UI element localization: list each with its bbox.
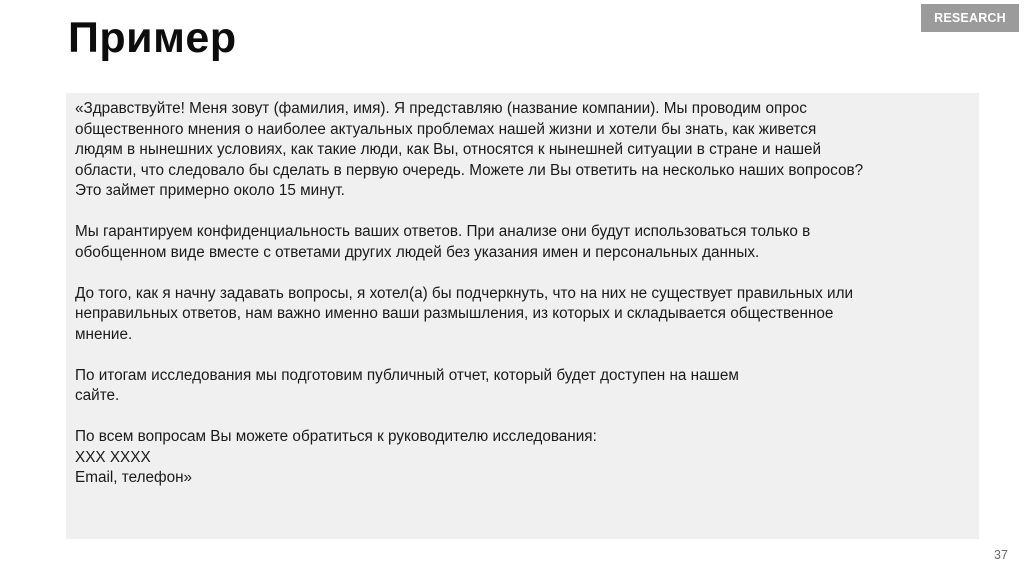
- text-line: сайте.: [75, 387, 120, 404]
- paragraph-greeting: [75, 99, 970, 202]
- text-line: Мы гарантируем конфиденциальность ваших ответов. При анализе они будут использоваться только в: [75, 223, 811, 240]
- contact-name: XXX XXXX: [75, 448, 151, 466]
- paragraph-no-wrong-answers: [75, 284, 970, 346]
- text-line: обобщенном виде вместе с ответами других людей без указания имен и персональных данных.: [75, 243, 760, 261]
- slide-title: Пример: [68, 14, 237, 62]
- paragraph-public-report: [75, 366, 970, 407]
- contact-details: Email, телефон»: [75, 469, 193, 486]
- text-line: «Здравствуйте! Меня зовут (фамилия, имя). Я представляю (название компании). Мы проводим опрос: [75, 100, 807, 117]
- text-line: До того, как я начну задавать вопросы, я хотел(а) бы подчеркнуть, что на них не существует правильных или: [75, 284, 854, 302]
- text-line: По итогам исследования мы подготовим публичный отчет, который будет доступен на нашем: [75, 366, 739, 384]
- text-line: людям в нынешних условиях, как такие люди, как Вы, относятся к нынешней ситуации в стране и нашей: [75, 141, 822, 158]
- text-line: мнение.: [75, 325, 133, 343]
- text-line: Это займет примерно около 15 минут.: [75, 182, 345, 199]
- page-number: 37: [994, 548, 1008, 562]
- text-line: неправильных ответов, нам важно именно ваши размышления, из которых и складывается общественное: [75, 305, 834, 322]
- research-badge: RESEARCH: [921, 4, 1019, 32]
- paragraph-confidentiality: [75, 222, 970, 263]
- script-text-panel: [66, 93, 979, 539]
- text-line: общественного мнения о наиболее актуальных проблемах нашей жизни и хотели бы знать, как живется: [75, 120, 817, 138]
- paragraph-contacts: [75, 427, 970, 489]
- text-line: области, что следовало бы сделать в первую очередь. Можете ли Вы ответить на несколько наших вопросов?: [75, 161, 864, 179]
- text-line: По всем вопросам Вы можете обратиться к руководителю исследования:: [75, 428, 597, 445]
